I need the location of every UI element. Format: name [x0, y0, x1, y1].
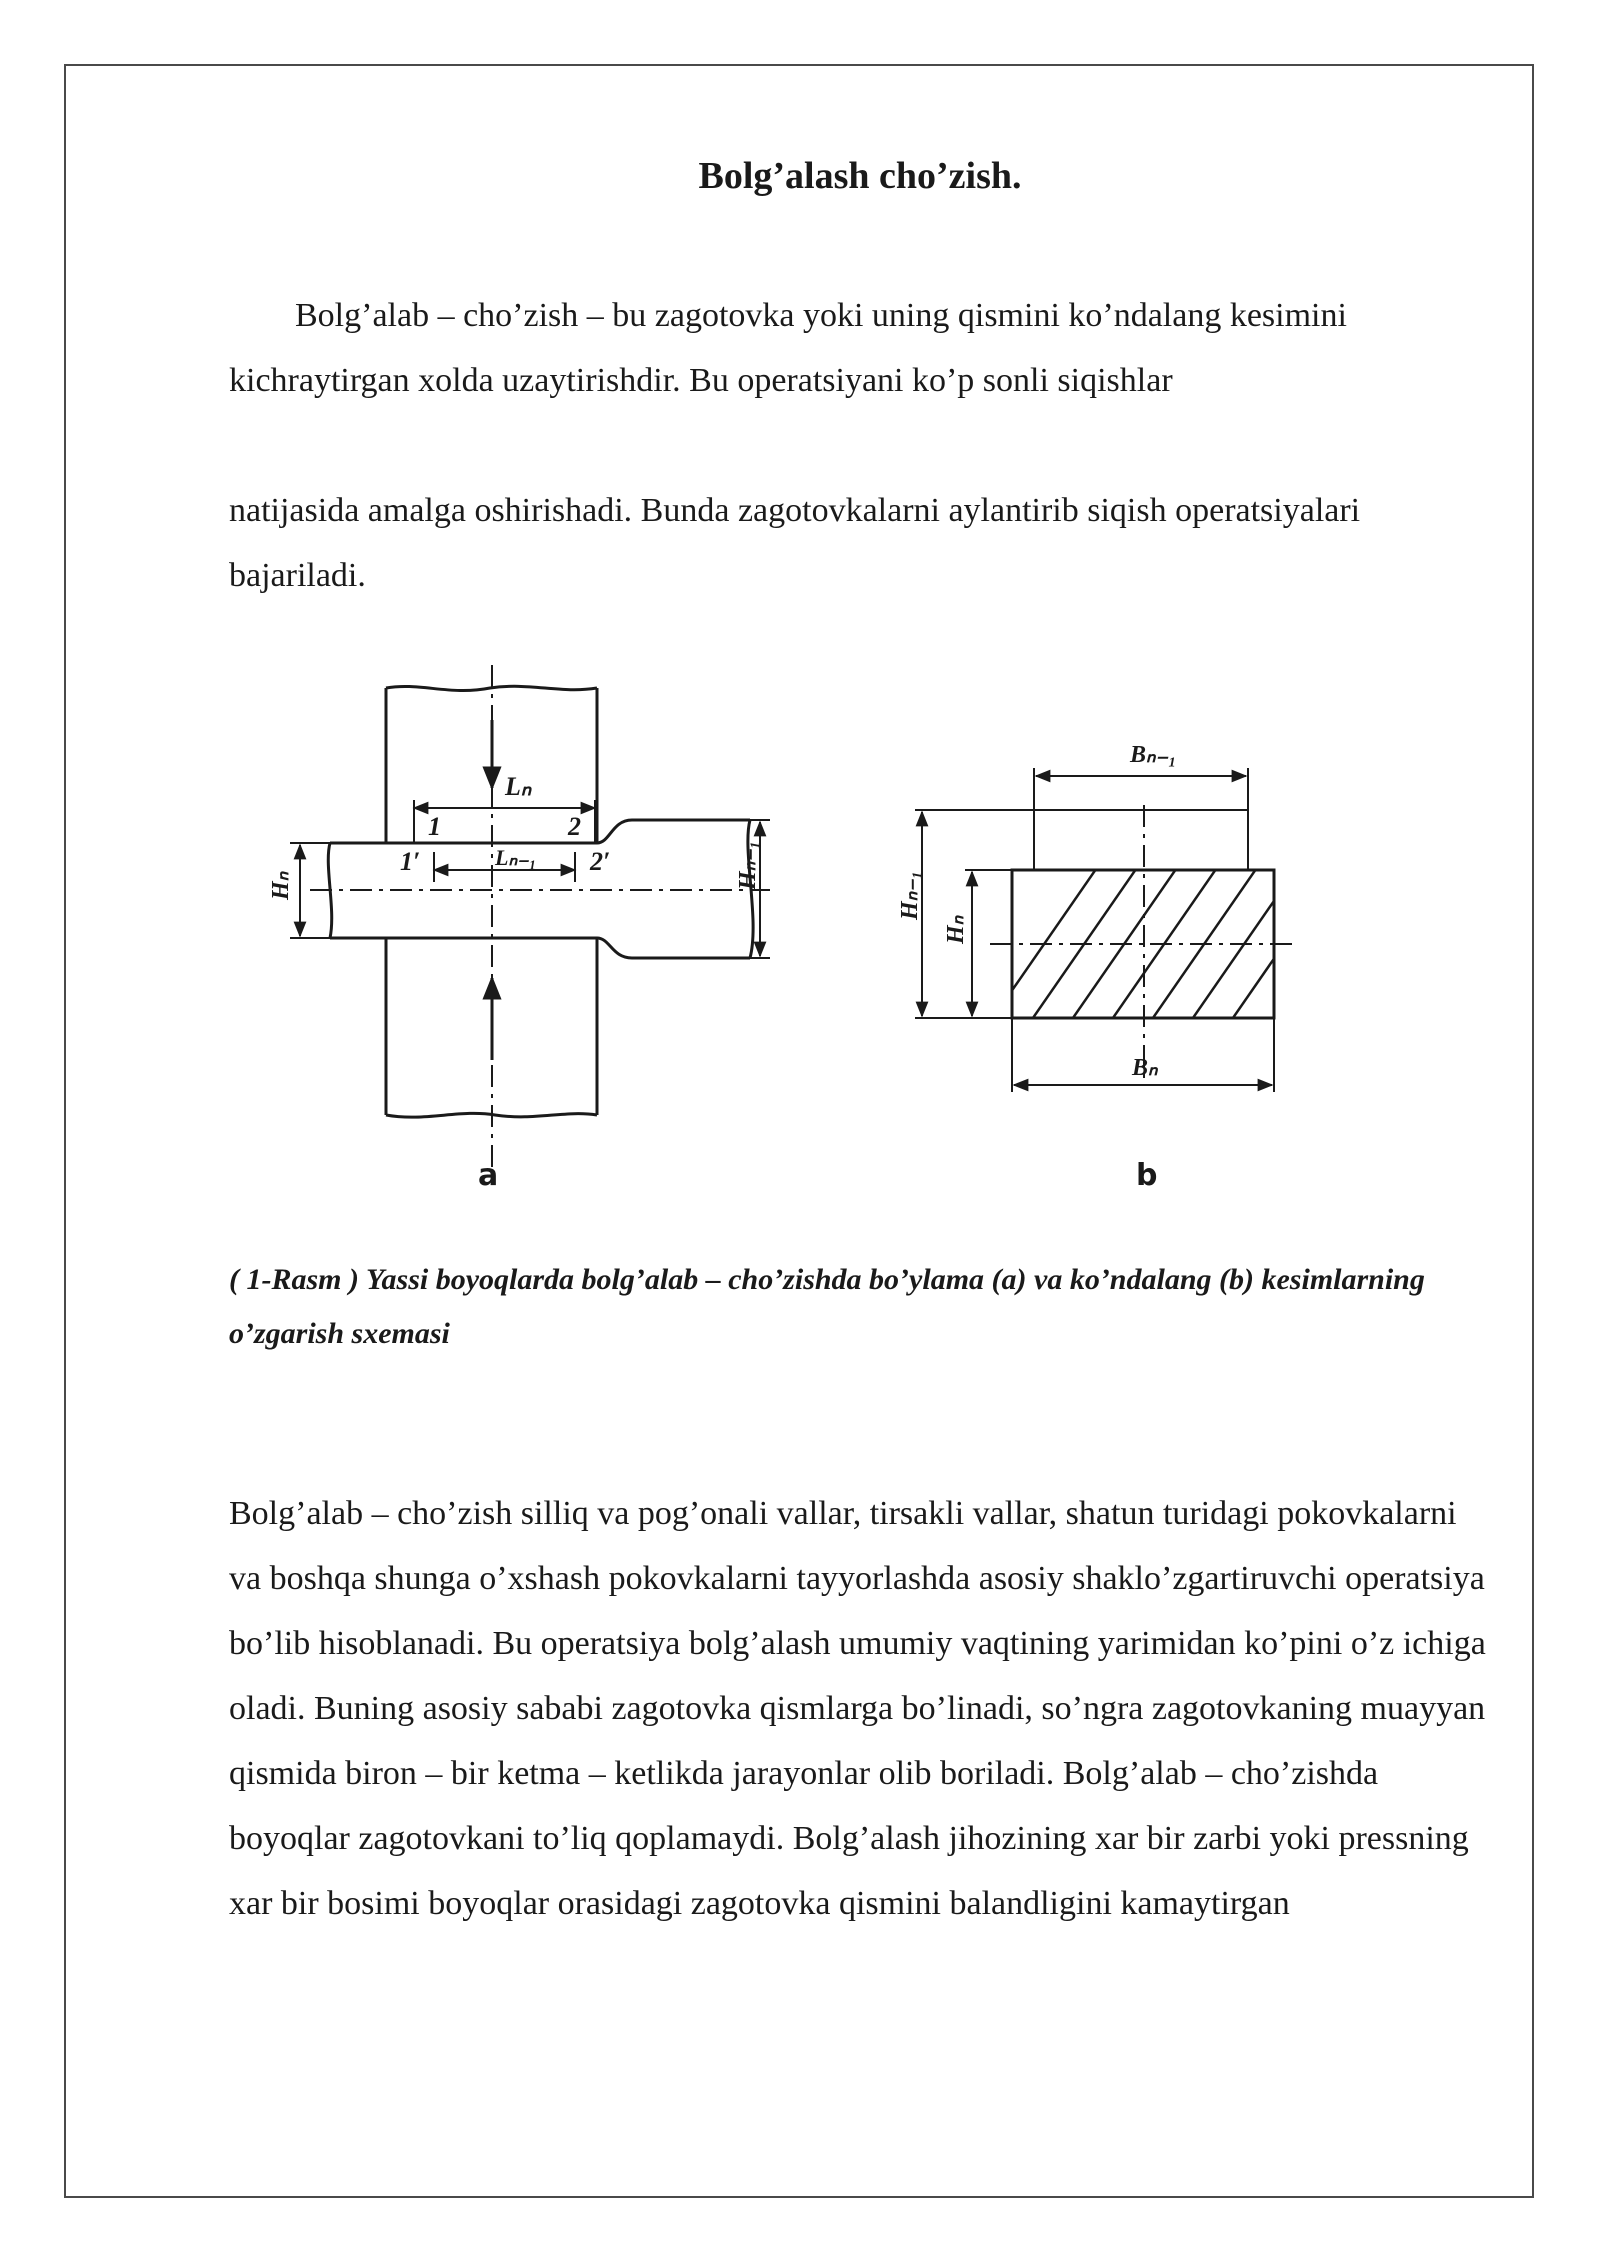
mark-1: 1 [428, 812, 441, 841]
figure-svg [250, 660, 1330, 1200]
dim-label-ln: Lₙ [505, 772, 532, 801]
figure-label-a: a [478, 1158, 499, 1193]
mark-2-prime: 2′ [590, 847, 611, 876]
dim-label-bn: Bₙ [1132, 1055, 1158, 1081]
dim-label-bn1: Bₙ₋₁ [1130, 742, 1177, 768]
mark-1-prime: 1′ [400, 847, 421, 876]
dim-label-hn: Hₙ [268, 871, 294, 900]
dim-label-ln1: Lₙ₋₁ [495, 845, 537, 870]
diagram-a [290, 665, 770, 1180]
figure-label-b: b [1136, 1158, 1158, 1193]
mark-2: 2 [568, 812, 581, 841]
dim-label-hn1-b: Hₙ₋₁ [897, 870, 923, 920]
dim-label-hn-b: Hₙ [943, 915, 969, 944]
paragraph-body: Bolg’alab – cho’zish silliq va pog’onali vallar, tirsakli vallar, shatun turidagi pokovkalarni va boshqa shunga o’xshash pokovkalarni tayyorlashda asosiy shaklo’zgartiruvchi operatsiya bo’lib hisoblanadi. Bu operatsiya bolg’alash umumiy vaqtining yarimidan ko’pini o’z ichiga oladi. Buning asosiy sababi zagotovka qismlarga bo’linadi, so’ngra zagotovkaning muayyan qismida biron – bir ketma – ketlikda jarayonlar olib boriladi. Bolg’alab – cho’zishda boyoqlar zagotovkani to’liq qoplamaydi. Bolg’alash jihozining xar bir zarbi yoki pressning xar bir bosimi boyoqlar orasidagi zagotovka qismini balandligini kamaytirgan [229, 1495, 1486, 1922]
paragraph-intro: Bolg’alab – cho’zish – bu zagotovka yoki uning qismini ko’ndalang kesimini kichraytirgan xolda uzaytirishdir. Bu operatsiyani ko’p sonli siqishlar [229, 297, 1347, 399]
figure-drawing [250, 660, 1330, 1200]
page-title: Bolg’alash cho’zish. [698, 155, 1022, 197]
dim-label-hn1: Hₙ₋₁ [735, 840, 761, 890]
paragraph-intro-continued: natijasida amalga oshirishadi. Bunda zagotovkalarni aylantirib siqish operatsiyalari bajariladi. [229, 492, 1361, 594]
figure-caption: ( 1-Rasm ) Yassi boyoqlarda bolg’alab – cho’zishda bo’ylama (a) va ko’ndalang (b) kesimlarning o’zgarish sxemasi [229, 1263, 1425, 1350]
diagram-b [915, 768, 1330, 1092]
